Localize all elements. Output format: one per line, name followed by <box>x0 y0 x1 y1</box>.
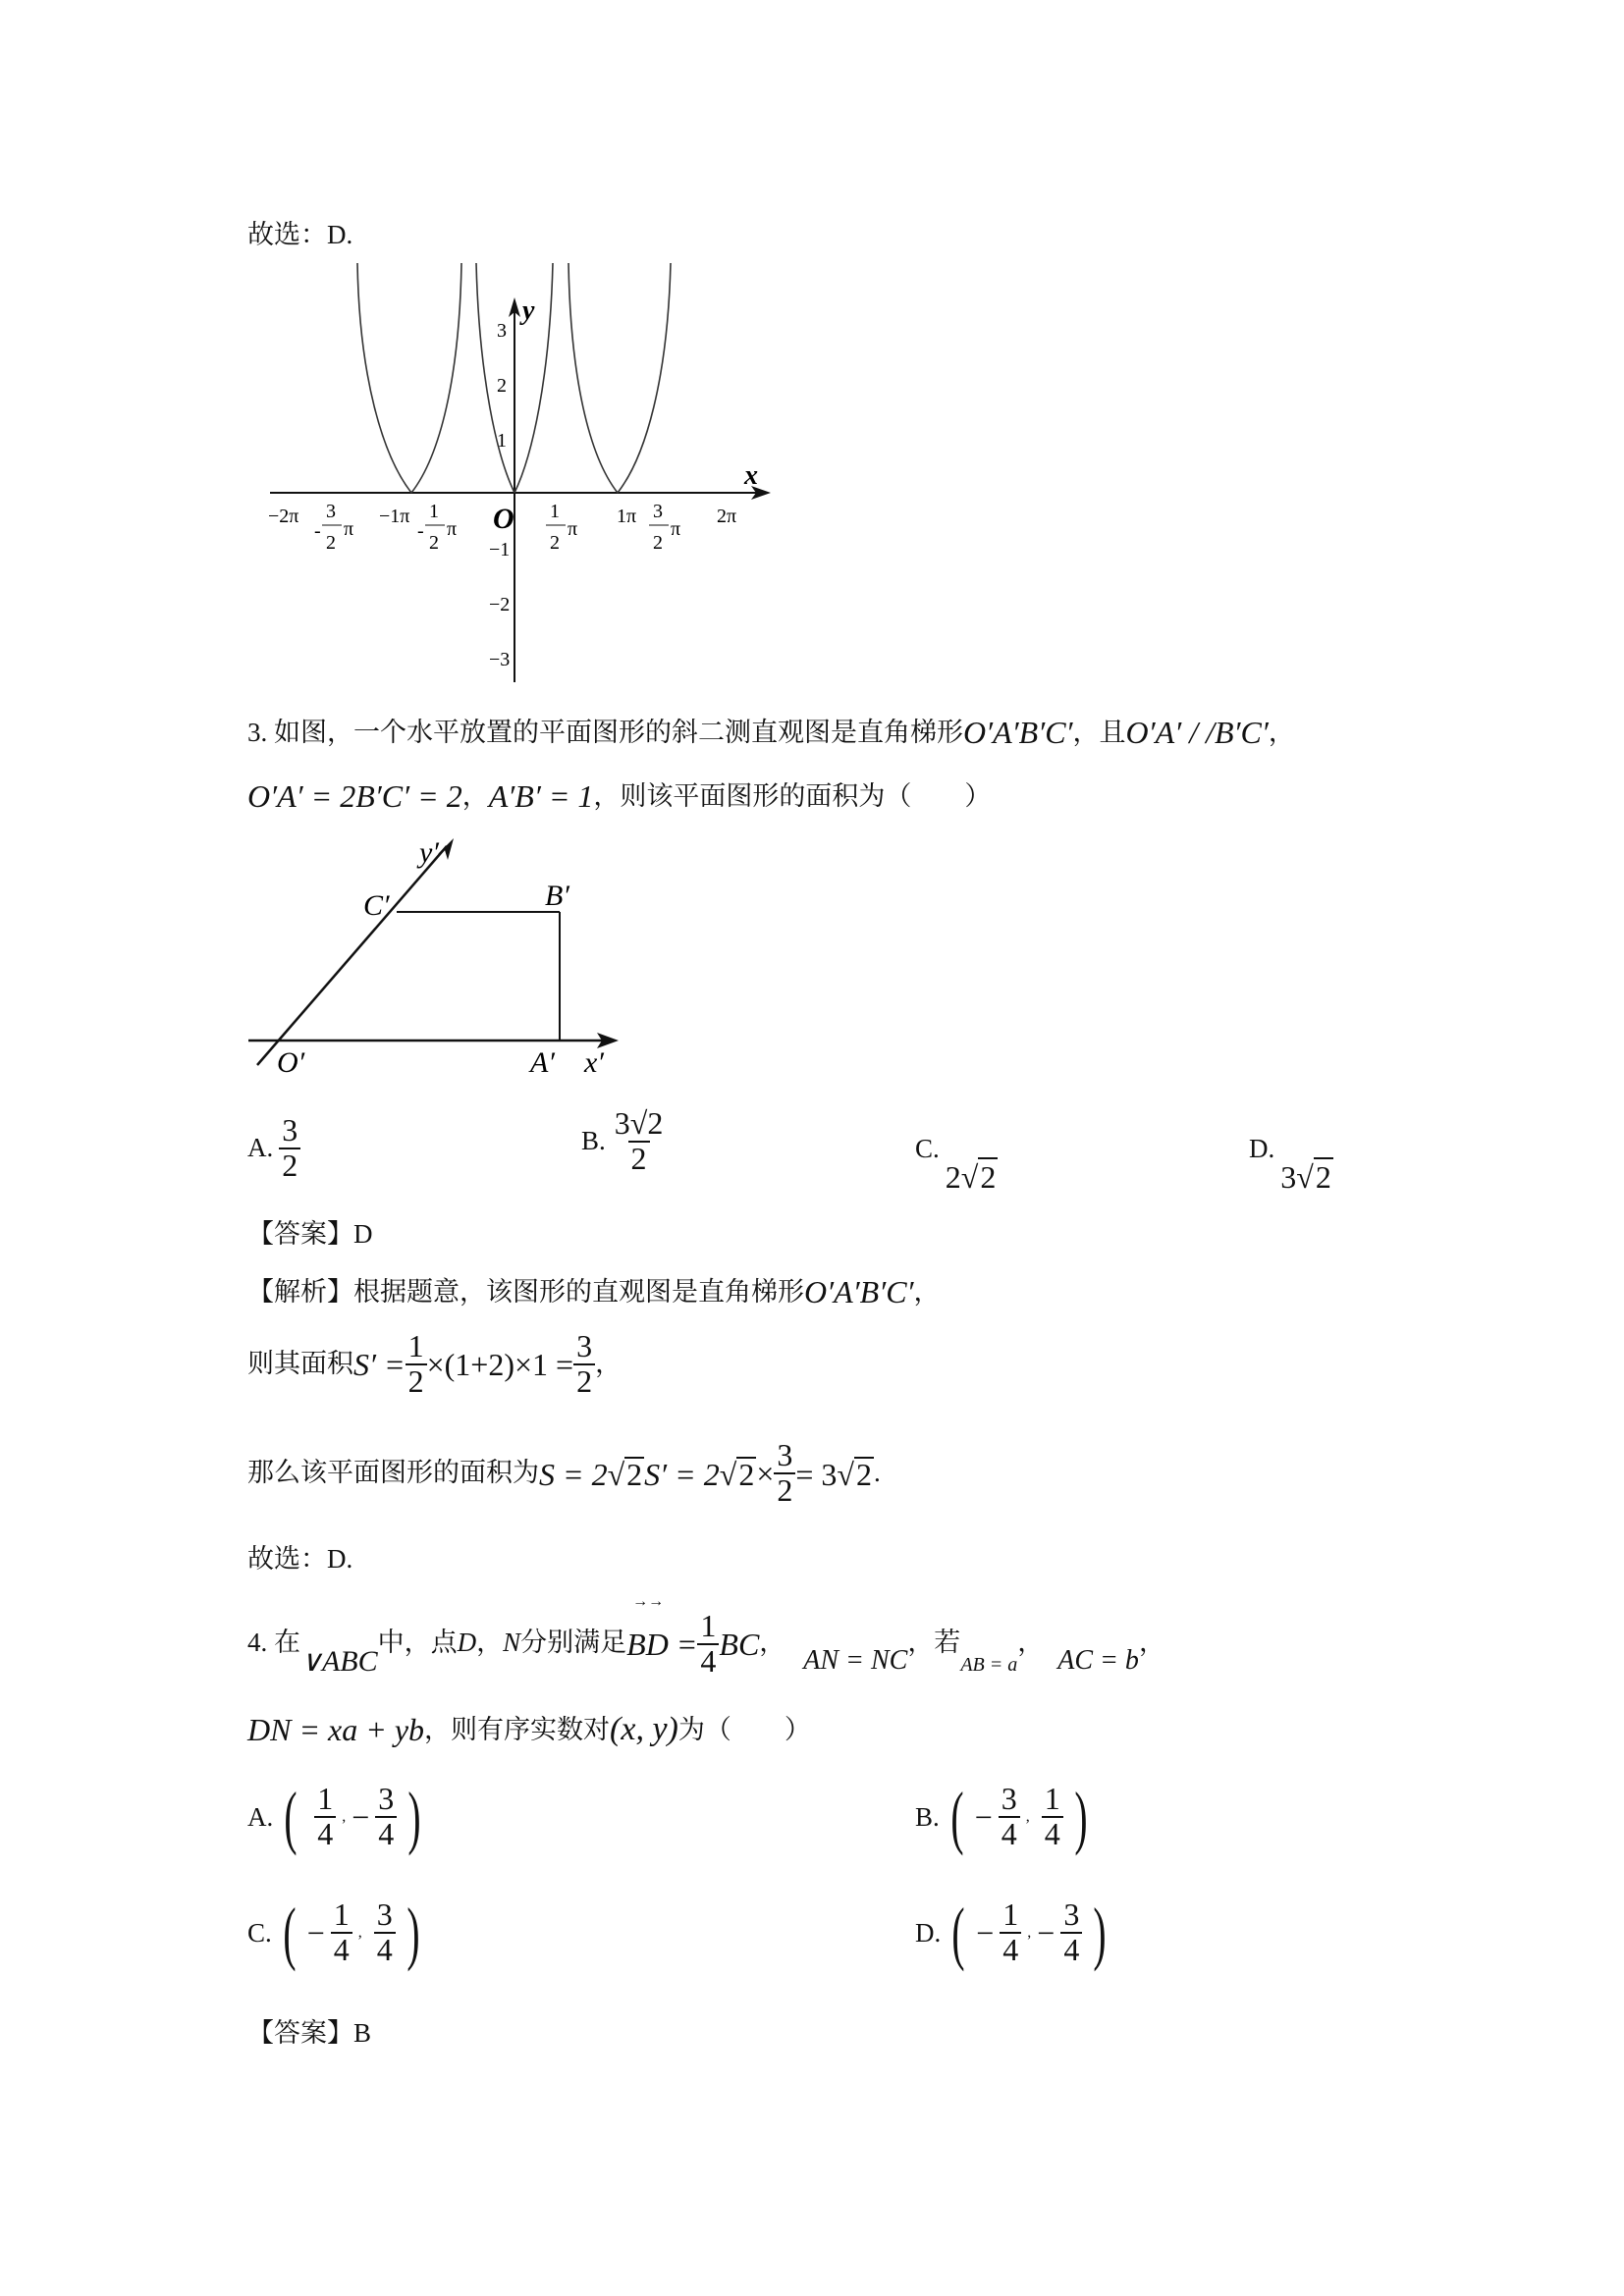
svg-text:1: 1 <box>550 501 560 522</box>
svg-text:−1π: −1π <box>379 506 410 527</box>
q3-answer: 【答案】D <box>247 1219 373 1249</box>
svg-text:2: 2 <box>429 532 439 554</box>
q4-answer: 【答案】B <box>247 2018 372 2048</box>
svg-text:3: 3 <box>653 501 663 522</box>
svg-text:y′: y′ <box>419 836 439 869</box>
svg-text:−1: −1 <box>489 539 511 561</box>
q3-option-c[interactable]: C. 2√ 2 <box>915 1134 997 1195</box>
svg-text:-: - <box>314 520 321 542</box>
y-axis-label: y <box>522 295 535 326</box>
svg-text:π: π <box>568 518 578 540</box>
q3-analysis-line3: 那么该平面图形的面积为 S = 2√ 2 S′ = 2√ 2 × $\frac{3}{2}$ = 3√ 2 . <box>247 1437 881 1508</box>
q3-analysis-line1: 【解析】 根据题意，该图形的直观图是直角梯形 O′A′B′C′ ， <box>247 1274 941 1309</box>
svg-text:1: 1 <box>497 430 507 452</box>
previous-conclusion: 故选：D. <box>247 220 353 249</box>
x-axis-label: x <box>744 460 758 491</box>
trapezoid-figure <box>245 834 628 1095</box>
svg-text:π: π <box>671 518 681 540</box>
svg-text:B′: B′ <box>545 880 569 912</box>
q4-option-b[interactable]: B. ( − $\frac{3}{4}$ , $\frac{1}{4}$ ) <box>915 1778 1088 1856</box>
svg-text:−2: −2 <box>489 594 511 615</box>
svg-text:2: 2 <box>653 532 663 554</box>
svg-text:2: 2 <box>326 532 336 554</box>
function-graph <box>265 260 776 692</box>
svg-text:A′: A′ <box>530 1046 555 1079</box>
svg-text:2: 2 <box>497 375 507 397</box>
q4-option-a[interactable]: A. ( $\frac{1}{4}$ , − $\frac{3}{4}$ ) <box>247 1778 421 1856</box>
svg-text:2: 2 <box>550 532 560 554</box>
svg-text:O′: O′ <box>277 1046 305 1079</box>
svg-text:2π: 2π <box>717 506 737 527</box>
svg-text:3: 3 <box>497 320 507 342</box>
q4-option-c[interactable]: C. ( − $\frac{1}{4}$ , $\frac{3}{4}$ ) <box>247 1894 420 1972</box>
q3-stem-line2: O′A′ = 2B′C′ = 2 ， A′B′ = 1 ，则该平面图形的面积为（ ） <box>247 778 992 814</box>
q3-option-b[interactable]: B. $\frac{3√2}{2}$ <box>581 1105 664 1176</box>
svg-text:−3: −3 <box>489 649 511 670</box>
svg-text:−2π: −2π <box>268 506 299 527</box>
q3-option-d[interactable]: D. 3√ 2 <box>1249 1134 1331 1195</box>
q3-option-a[interactable]: A. $\frac{3}{2}$ <box>247 1114 300 1182</box>
origin-label: O <box>493 503 514 535</box>
q4-stem-line2: DN = xa + yb ，则有序实数对 (x, y) 为（ ） <box>247 1711 811 1747</box>
svg-text:1: 1 <box>429 501 439 522</box>
svg-text:3: 3 <box>326 501 336 522</box>
svg-text:π: π <box>344 518 354 540</box>
svg-text:1π: 1π <box>617 506 637 527</box>
y-tick-labels <box>489 320 510 670</box>
svg-text:C′: C′ <box>363 889 390 922</box>
vector-arrows: →→ <box>632 1593 665 1610</box>
q3-conclusion: 故选：D. <box>247 1544 353 1574</box>
q3-stem-line1: 3. 如图，一个水平放置的平面图形的斜二测直观图是直角梯形 O′A′B′C′ ，且 O′A′ / /B′C′ ， <box>247 715 1295 750</box>
q4-option-d[interactable]: D. ( − $\frac{1}{4}$ , − $\frac{3}{4}$ ) <box>915 1894 1107 1972</box>
svg-text:π: π <box>447 518 458 540</box>
q4-stem-line1: 4. 在 ∨ABC 中，点 D ， N 分别满足 →→ BD = $\frac{1}{4}$ BC ， AN = NC ，若 AB = a ， AC = b ， <box>247 1593 1165 1679</box>
svg-text:-: - <box>417 520 424 542</box>
q3-analysis-line2: 则其面积 S′ = $\frac{1}{2}$ ×(1+2)×1 = $\frac{3}{2}$ ， <box>247 1328 623 1399</box>
svg-text:x′: x′ <box>584 1046 604 1079</box>
